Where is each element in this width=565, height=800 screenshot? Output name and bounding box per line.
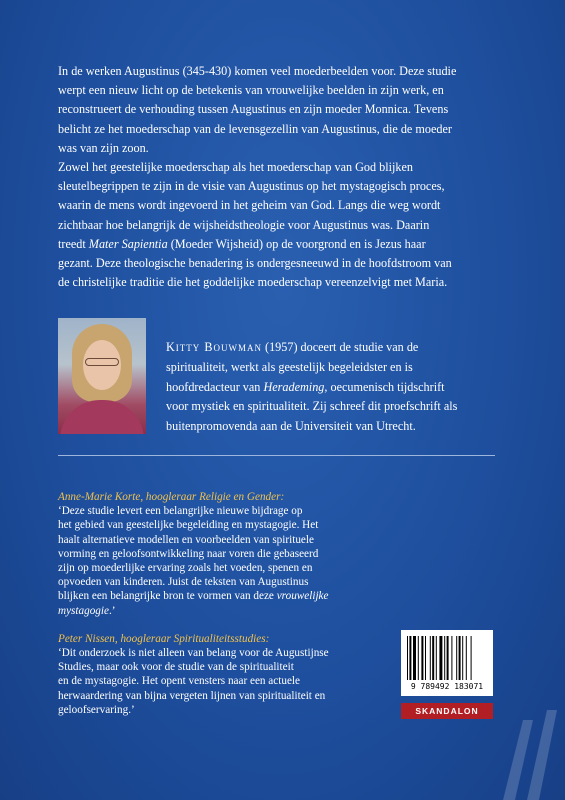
blurb-paragraph-2: Zowel het geestelijke moederschap als het moederschap van God blijken sleutelbegrippen te zijn in de visie van Augustinus op het mystagogisch proces, waarin de mens wordt ingevoerd in het geheim van God. Langs die weg wordt zichtbaar hoe belangrijk de wijsheidstheologie voor Augustinus was. Daarin treedt Mater Sapientia (Moeder Wijsheid) op de voorgrond en is Jezus haar gezant. Deze theologische benadering is ondergesneeuwd in de hoofdstroom van de christelijke traditie die het goddelijke moederschap vereenzelvigt met Maria.	[58, 160, 452, 290]
watermark-icon	[493, 680, 565, 800]
barcode-bars-icon	[407, 636, 487, 680]
blurb-text	[58, 62, 508, 292]
author-bio: Kitty Bouwman (1957) doceert de studie van de spiritualiteit, werkt als geestelijk begeleidster en is hoofdredacteur van Herademing, oecumenisch tijdschrift voor mystiek en spiritualiteit. Zij schreef dit proefschrift als buitenpromovenda aan de Universiteit van Utrecht.	[166, 340, 458, 434]
barcode	[401, 630, 493, 696]
divider	[58, 455, 495, 456]
author-photo	[58, 318, 146, 434]
publisher-logo: SKANDALON	[401, 703, 493, 719]
endorsement-1-text: ‘Deze studie levert een belangrijke nieuwe bijdrage op het gebied van geestelijke begeleiding en mystagogie. Het haalt alternatieve modellen en voorbeelden van spirituele vorming en geloofsontwikkeling naar voren die gebaseerd zijn op moederlijke ervaring zoals het voeden, spenen en opvoeden van kinderen. Juist de teksten van Augustinus blijken een belangrijke bron te vormen van deze vrouwelijke mystagogie.’	[58, 505, 329, 617]
blurb-paragraph-1: In de werken Augustinus (345-430) komen veel moederbeelden voor. Deze studie werpt een nieuw licht op de betekenis van vrouwelijke beelden in zijn werk, en reconstrueert de verhouding tussen Augustinus en zijn moeder Monnica. Tevens belicht ze het moederschap van de levensgezellin van Augustinus, die de moeder was van zijn zoon.	[58, 64, 457, 155]
endorsement-2-text: ‘Dit onderzoek is niet alleen van belang voor de Augustijnse Studies, maar ook voor de studie van de spiritualiteit en de mystagogie. Het opent vensters naar een actuele herwaardering van bijna vergeten lijnen van spiritualiteit en geloofservaring.’	[58, 647, 329, 716]
endorsement-2-heading: Peter Nissen, hoogleraar Spiritualiteitsstudies:	[58, 632, 270, 645]
endorsement-1-heading: Anne-Marie Korte, hoogleraar Religie en Gender:	[58, 491, 285, 503]
author-name: Kitty Bouwman	[166, 340, 262, 354]
barcode-number: 9 789492 183071	[410, 682, 484, 691]
endorsements	[58, 490, 378, 731]
